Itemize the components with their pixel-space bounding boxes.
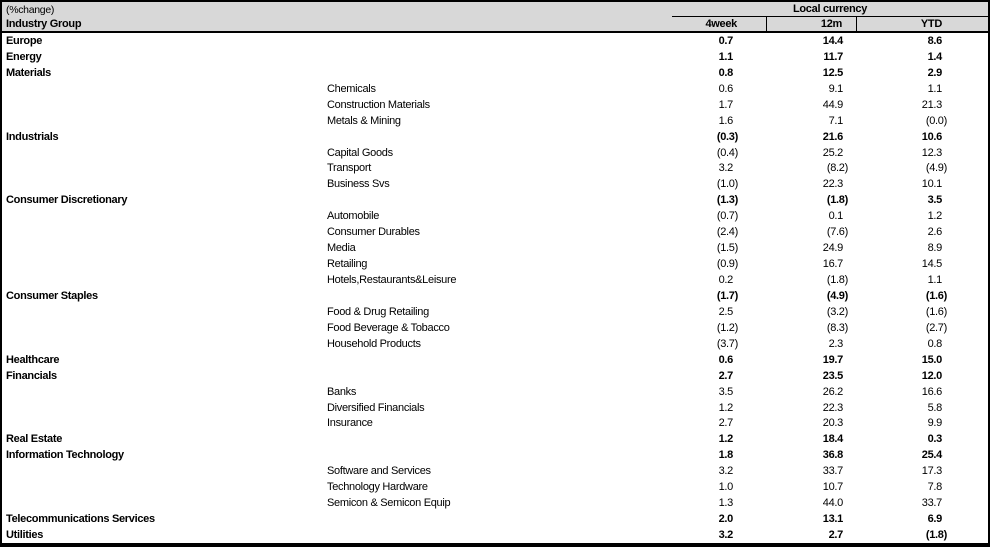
table-row: [2, 129, 988, 145]
value-ytd: 33.7: [921, 497, 942, 510]
value-4week: 1.6: [718, 114, 733, 127]
value-ytd: 0.3: [927, 433, 942, 446]
row-axis-header: Industry Group: [6, 18, 82, 30]
row-label: Consumer Discretionary: [6, 194, 128, 207]
table-row: [2, 384, 988, 400]
table-row: [2, 447, 988, 463]
value-ytd: 17.3: [921, 465, 942, 478]
row-label: Real Estate: [6, 433, 63, 446]
value-ytd: (1.8): [925, 529, 947, 542]
row-label: Utilities: [6, 529, 44, 542]
table-row: [2, 336, 988, 352]
row-label: Semicon & Semicon Equip: [327, 497, 451, 510]
value-12m: (8.2): [826, 162, 848, 175]
row-label: Energy: [6, 50, 42, 63]
table-header-top-row: [2, 2, 988, 17]
row-label: Automobile: [327, 210, 380, 223]
value-12m: (8.3): [826, 321, 848, 334]
table-row: [2, 97, 988, 113]
table-row: [2, 527, 988, 543]
row-label: Insurance: [327, 417, 373, 430]
value-4week: (1.5): [716, 242, 738, 255]
value-12m: 21.6: [822, 130, 843, 143]
value-12m: 25.2: [822, 146, 843, 159]
table-row: [2, 240, 988, 256]
row-label: Household Products: [327, 337, 421, 350]
table-row: [2, 463, 988, 479]
table-row: [2, 113, 988, 129]
value-4week: (0.3): [716, 130, 738, 143]
table-row: [2, 224, 988, 240]
value-ytd: 1.4: [927, 50, 942, 63]
value-ytd: 3.5: [927, 194, 942, 207]
value-ytd: 2.6: [927, 226, 942, 239]
table-row: [2, 145, 988, 161]
value-4week: 1.8: [718, 449, 733, 462]
table-row: [2, 320, 988, 336]
value-4week: 3.5: [718, 385, 733, 398]
value-12m: 2.3: [828, 337, 843, 350]
table-row: [2, 431, 988, 447]
row-label: Information Technology: [6, 449, 124, 462]
table-row: [2, 495, 988, 511]
value-4week: (0.9): [716, 258, 738, 271]
value-12m: 14.4: [822, 34, 843, 47]
value-ytd: (2.7): [925, 321, 947, 334]
value-4week: (0.4): [716, 146, 738, 159]
row-label: Transport: [327, 162, 371, 175]
value-ytd: 21.3: [921, 98, 942, 111]
value-12m: 2.7: [828, 529, 843, 542]
table-row: [2, 208, 988, 224]
row-label: Construction Materials: [327, 98, 430, 111]
value-ytd: 5.8: [927, 401, 942, 414]
row-label: Business Svs: [327, 178, 390, 191]
row-label: Materials: [6, 66, 51, 79]
value-4week: 0.8: [718, 66, 733, 79]
row-label: Healthcare: [6, 353, 60, 366]
value-4week: (3.7): [716, 337, 738, 350]
value-4week: (1.3): [716, 194, 738, 207]
value-4week: (1.7): [716, 289, 738, 302]
value-ytd: 12.0: [921, 369, 942, 382]
value-12m: (4.9): [826, 289, 848, 302]
value-12m: 44.0: [822, 497, 843, 510]
table-row: [2, 256, 988, 272]
value-ytd: 1.1: [927, 274, 942, 287]
value-4week: 1.1: [718, 50, 733, 63]
value-12m: 18.4: [822, 433, 843, 446]
table-row: [2, 479, 988, 495]
value-4week: 2.5: [718, 305, 733, 318]
value-ytd: (1.6): [925, 289, 947, 302]
value-4week: 1.2: [718, 401, 733, 414]
value-4week: (1.2): [716, 321, 738, 334]
row-label: Hotels,Restaurants&Leisure: [327, 274, 457, 287]
row-label: Media: [327, 242, 356, 255]
value-ytd: 10.6: [921, 130, 942, 143]
value-12m: (7.6): [826, 226, 848, 239]
row-label: Retailing: [327, 258, 368, 271]
value-4week: 1.2: [718, 433, 733, 446]
row-label: Technology Hardware: [327, 481, 428, 494]
value-ytd: (1.6): [925, 305, 947, 318]
value-12m: 36.8: [822, 449, 843, 462]
table-row: [2, 81, 988, 97]
row-label: Consumer Staples: [6, 289, 98, 302]
value-ytd: 6.9: [927, 513, 942, 526]
value-ytd: 1.2: [927, 210, 942, 223]
table-row: [2, 416, 988, 432]
value-ytd: 25.4: [921, 449, 942, 462]
value-ytd: 14.5: [921, 258, 942, 271]
table-row: [2, 400, 988, 416]
value-12m: 20.3: [822, 417, 843, 430]
value-ytd: 7.8: [927, 481, 942, 494]
row-label: Financials: [6, 369, 57, 382]
row-label: Diversified Financials: [327, 401, 425, 414]
value-ytd: 2.9: [927, 66, 942, 79]
value-4week: 3.2: [718, 529, 733, 542]
row-label: Food Beverage & Tobacco: [327, 321, 450, 334]
value-12m: 7.1: [828, 114, 843, 127]
value-12m: 23.5: [822, 369, 843, 382]
value-12m: 44.9: [822, 98, 843, 111]
row-label: Telecommunications Services: [6, 513, 155, 526]
value-ytd: 16.6: [921, 385, 942, 398]
value-4week: 2.7: [718, 417, 733, 430]
value-12m: 16.7: [822, 258, 843, 271]
row-label: Europe: [6, 34, 43, 47]
value-4week: 0.7: [718, 34, 733, 47]
value-12m: 13.1: [822, 513, 843, 526]
value-12m: 24.9: [822, 242, 843, 255]
value-4week: 3.2: [718, 162, 733, 175]
value-4week: 0.6: [718, 353, 733, 366]
row-label: Food & Drug Retailing: [327, 305, 429, 318]
table-row: [2, 511, 988, 527]
value-4week: 3.2: [718, 465, 733, 478]
value-12m: 26.2: [822, 385, 843, 398]
table-row: [2, 176, 988, 192]
value-ytd: 0.8: [927, 337, 942, 350]
row-label: Industrials: [6, 130, 59, 143]
row-label: Banks: [327, 385, 357, 398]
table-body: [2, 33, 988, 543]
table-row: [2, 352, 988, 368]
value-4week: (0.7): [716, 210, 738, 223]
value-12m: 10.7: [822, 481, 843, 494]
value-12m: (1.8): [826, 194, 848, 207]
value-ytd: 1.1: [927, 82, 942, 95]
value-4week: 1.3: [718, 497, 733, 510]
value-12m: 9.1: [828, 82, 843, 95]
table-row: [2, 304, 988, 320]
value-4week: 2.0: [718, 513, 733, 526]
row-label: Metals & Mining: [327, 114, 401, 127]
table-row: [2, 65, 988, 81]
value-ytd: 8.9: [927, 242, 942, 255]
column-header-ytd: YTD: [856, 17, 988, 31]
table-row: [2, 33, 988, 49]
column-header-12m: 12m: [766, 17, 856, 31]
value-4week: (2.4): [716, 226, 738, 239]
value-4week: 0.2: [718, 274, 733, 287]
table-row: [2, 368, 988, 384]
unit-label: (%change): [6, 3, 55, 16]
value-12m: 11.7: [823, 50, 843, 63]
row-label: Capital Goods: [327, 146, 393, 159]
table-row: [2, 49, 988, 65]
row-label: Consumer Durables: [327, 226, 420, 239]
value-ytd: 9.9: [927, 417, 942, 430]
value-4week: 1.7: [718, 98, 733, 111]
value-4week: 2.7: [718, 369, 733, 382]
value-12m: 22.3: [822, 401, 843, 414]
value-12m: 12.5: [822, 66, 843, 79]
row-label: Chemicals: [327, 82, 376, 95]
table-header-columns-row: [2, 17, 988, 33]
value-ytd: 15.0: [921, 353, 942, 366]
value-12m: (1.8): [826, 274, 848, 287]
value-12m: 19.7: [822, 353, 843, 366]
table-row: [2, 192, 988, 208]
value-4week: 1.0: [718, 481, 733, 494]
value-4week: 0.6: [718, 82, 733, 95]
value-ytd: 12.3: [921, 146, 942, 159]
value-ytd: (4.9): [925, 162, 947, 175]
table-row: [2, 272, 988, 288]
table-row: [2, 288, 988, 304]
table-row: [2, 161, 988, 177]
currency-group-header: Local currency: [672, 3, 988, 17]
value-12m: 22.3: [822, 178, 843, 191]
row-label: Software and Services: [327, 465, 431, 478]
value-ytd: 8.6: [927, 34, 942, 47]
value-ytd: 10.1: [921, 178, 942, 191]
value-12m: 33.7: [822, 465, 843, 478]
value-ytd: (0.0): [925, 114, 947, 127]
column-header-4week: 4week: [705, 18, 737, 30]
value-4week: (1.0): [716, 178, 738, 191]
value-12m: 0.1: [828, 210, 843, 223]
value-12m: (3.2): [826, 305, 848, 318]
